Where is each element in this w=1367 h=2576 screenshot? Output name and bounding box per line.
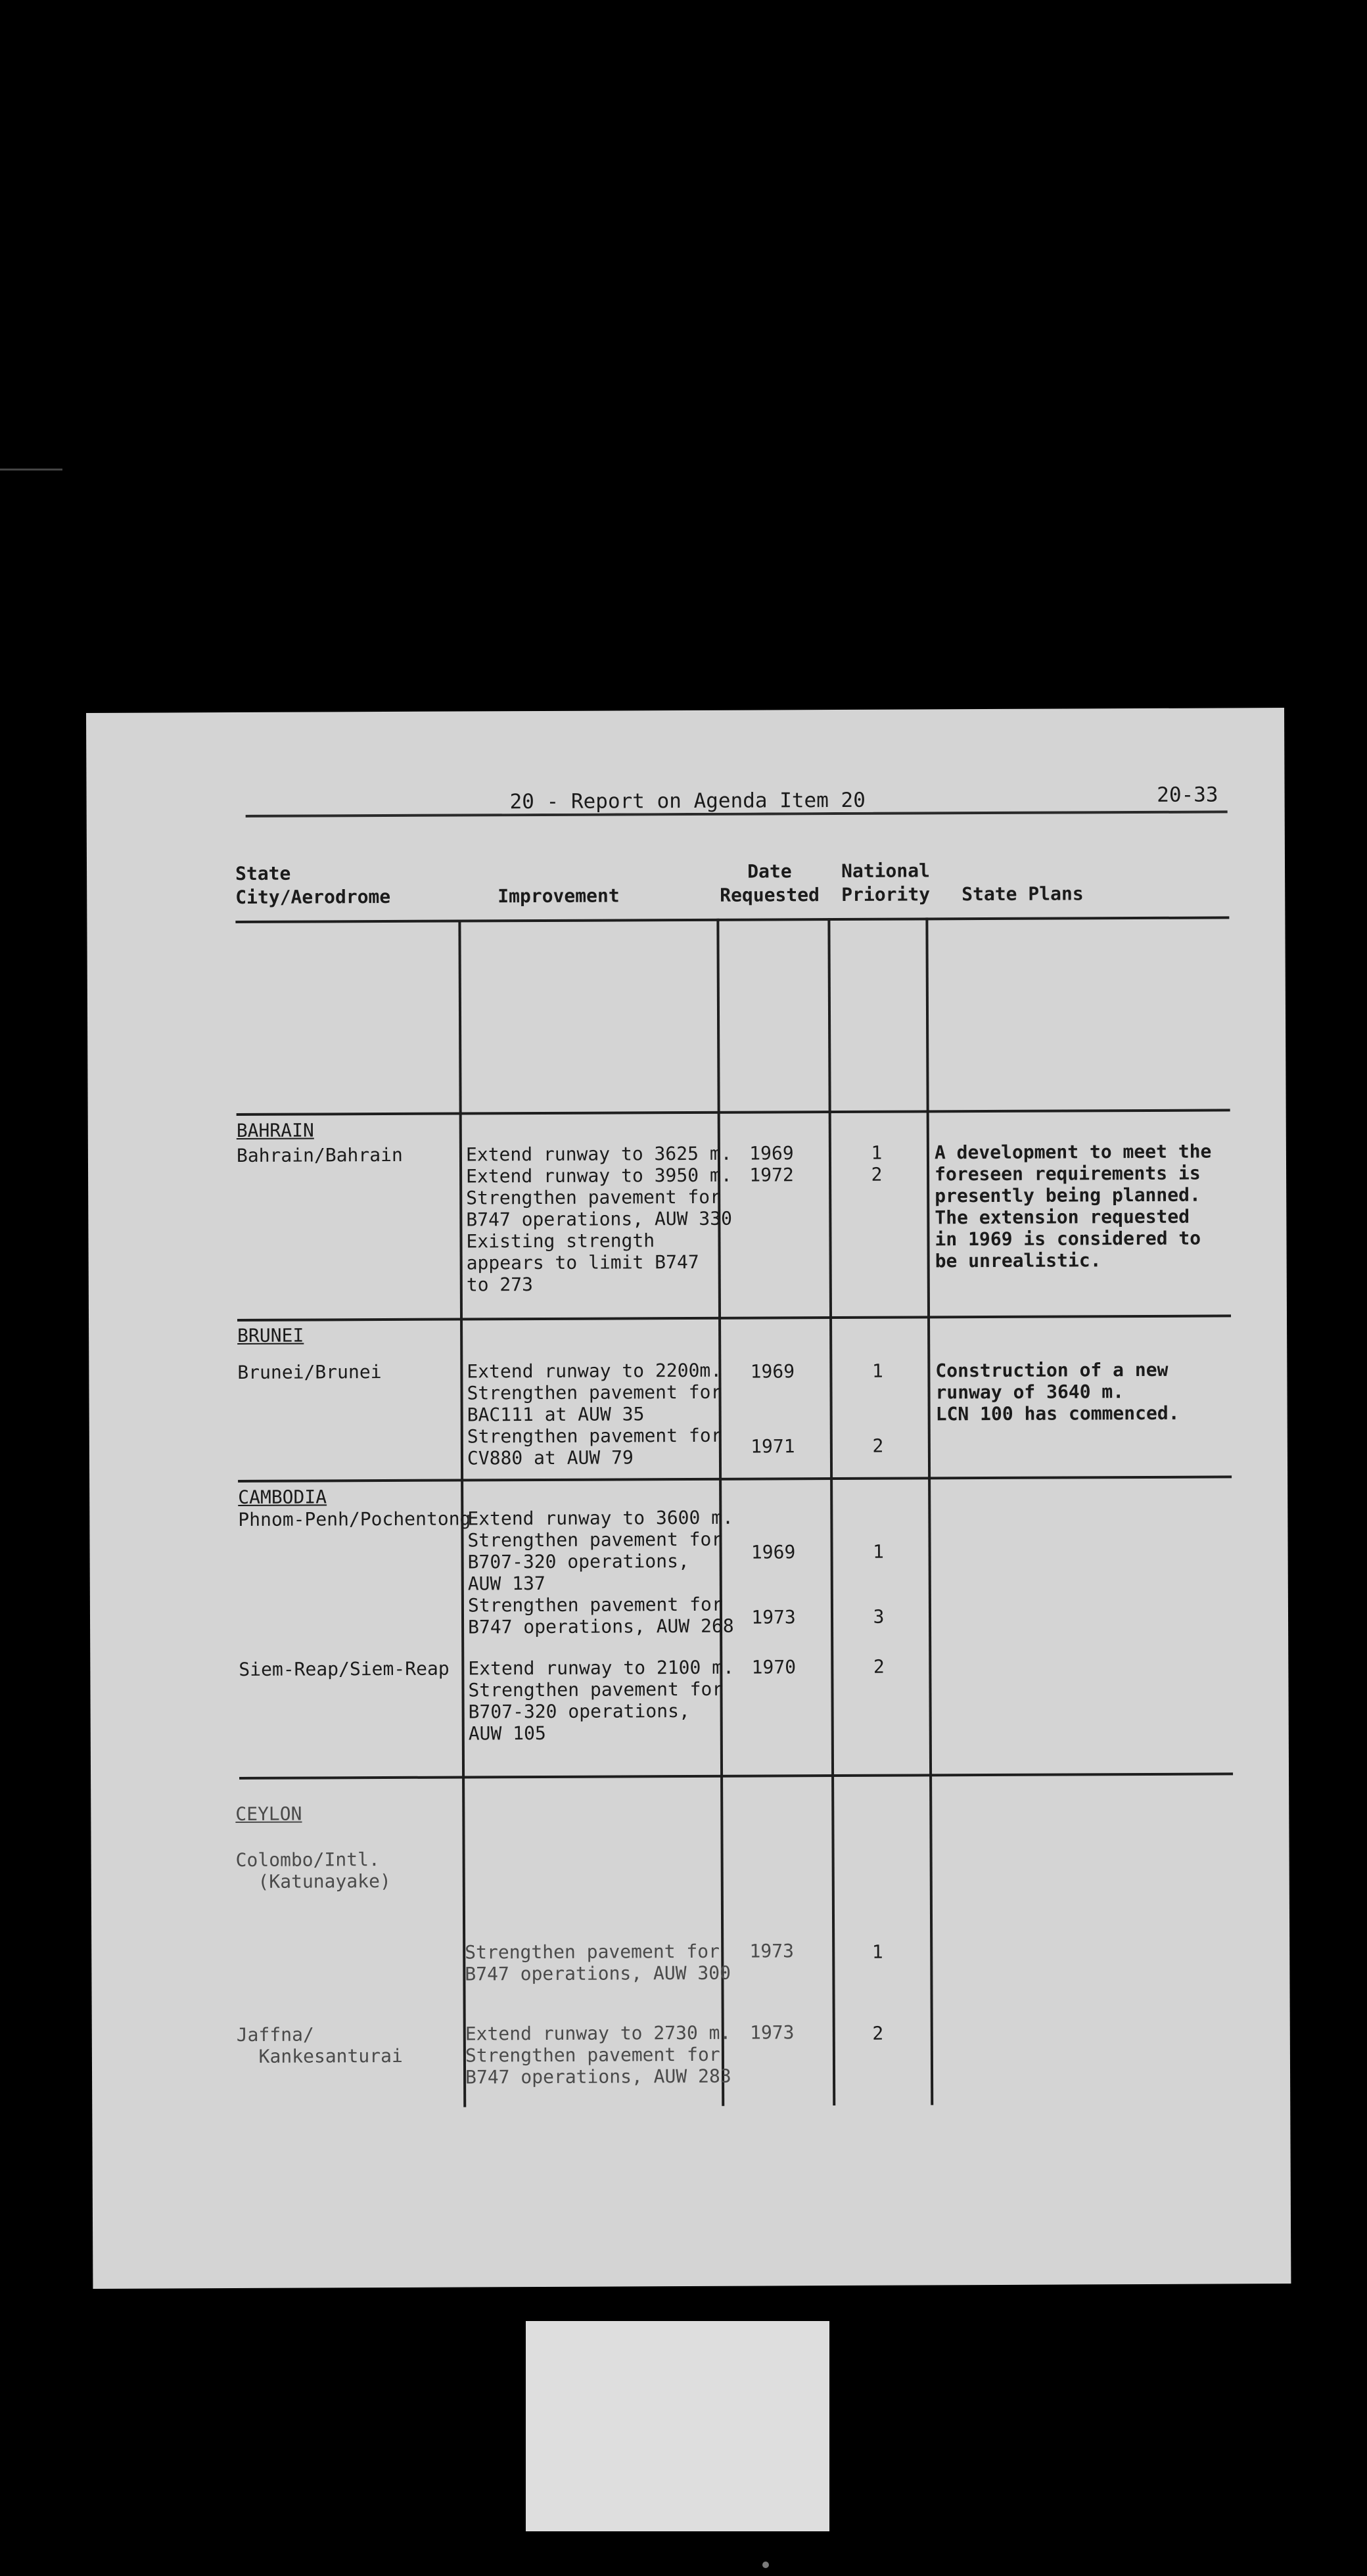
date-phnom-penh-1: 1969 (751, 1541, 796, 1563)
state-brunei: BRUNEI (237, 1324, 304, 1347)
city-brunei: Brunei/Brunei (237, 1361, 382, 1384)
state-ceylon: CEYLON (235, 1803, 302, 1826)
improvement-phnom-penh: Extend runway to 3600 m. Strengthen pavement for B707-320 operations, AUW 137 Strengthen pavement for B747 operations, AUW 268 (467, 1506, 734, 1638)
header-bottom-rule (235, 916, 1229, 923)
column-rule-3 (827, 918, 835, 2105)
row-rule-cambodia (238, 1475, 1232, 1483)
city-siem-reap: Siem-Reap/Siem-Reap (239, 1657, 450, 1680)
city-bahrain: Bahrain/Bahrain (236, 1143, 403, 1167)
priority-siem-reap: 2 (873, 1655, 885, 1678)
date-jaffna: 1973 (749, 2021, 795, 2044)
row-rule-bahrain (237, 1109, 1230, 1116)
priority-brunei-1: 1 (871, 1360, 883, 1382)
row-rule-brunei (237, 1314, 1231, 1322)
column-rule-4 (925, 917, 933, 2105)
edge-mark (0, 469, 62, 471)
priorities-bahrain: 1 2 (871, 1141, 883, 1185)
improvement-bahrain: Extend runway to 3625 m. Extend runway to 3950 m. Strengthen pavement for B747 operations, AUW 330 Existing strength appears to limit B747 to 273 (465, 1142, 733, 1296)
document-page (86, 708, 1291, 2289)
column-header-priority: National Priority (841, 860, 931, 906)
improvement-brunei: Extend runway to 2200m. Strengthen pavement for BAC111 at AUW 35 Strengthen pavement for CV880 at AUW 79 (467, 1359, 722, 1469)
page-number: 20-33 (1153, 783, 1222, 806)
city-phnom-penh: Phnom-Penh/Pochentong (238, 1507, 471, 1531)
city-jaffna: Jaffna/ Kankesanturai (236, 2023, 403, 2068)
priority-jaffna: 2 (872, 2022, 884, 2044)
improvement-colombo: Strengthen pavement for B747 operations, AUW 300 (465, 1940, 731, 1985)
city-colombo: Colombo/Intl. (Katunayake) (235, 1849, 391, 1893)
column-header-improvement: Improvement (498, 885, 620, 908)
column-header-plans: State Plans (962, 883, 1084, 906)
film-dot (762, 2562, 769, 2568)
improvement-jaffna: Extend runway to 2730 m. Strengthen pavement for B747 operations, AUW 283 (465, 2021, 731, 2088)
state-bahrain: BAHRAIN (236, 1119, 314, 1142)
column-header-state: State City/Aerodrome (235, 862, 391, 909)
date-brunei-2: 1971 (751, 1435, 795, 1458)
date-phnom-penh-2: 1973 (751, 1606, 796, 1628)
date-siem-reap: 1970 (751, 1656, 797, 1678)
date-colombo: 1973 (749, 1940, 795, 1962)
plans-bahrain: A development to meet the foreseen requirements is presently being planned. The extension requested in 1969 is considered to be unrealistic. (934, 1140, 1212, 1272)
plans-brunei: Construction of a new runway of 3640 m. LCN 100 has commenced. (935, 1358, 1180, 1425)
date-brunei-1: 1969 (750, 1360, 795, 1383)
row-rule-ceylon (239, 1772, 1233, 1780)
dates-bahrain: 1969 1972 (749, 1142, 794, 1186)
priority-phnom-penh-1: 1 (873, 1540, 885, 1563)
priority-phnom-penh-2: 3 (873, 1605, 885, 1628)
blank-slip (526, 2321, 829, 2531)
state-cambodia: CAMBODIA (238, 1486, 327, 1509)
priority-brunei-2: 2 (872, 1435, 884, 1457)
priority-colombo: 1 (871, 1941, 883, 1963)
page-header (246, 783, 1228, 824)
improvement-siem-reap: Extend runway to 2100 m. Strengthen pavement for B707-320 operations, AUW 105 (468, 1656, 734, 1745)
column-header-date: Date Requested (720, 860, 820, 906)
header-title: 20 - Report on Agenda Item 20 (502, 789, 873, 814)
